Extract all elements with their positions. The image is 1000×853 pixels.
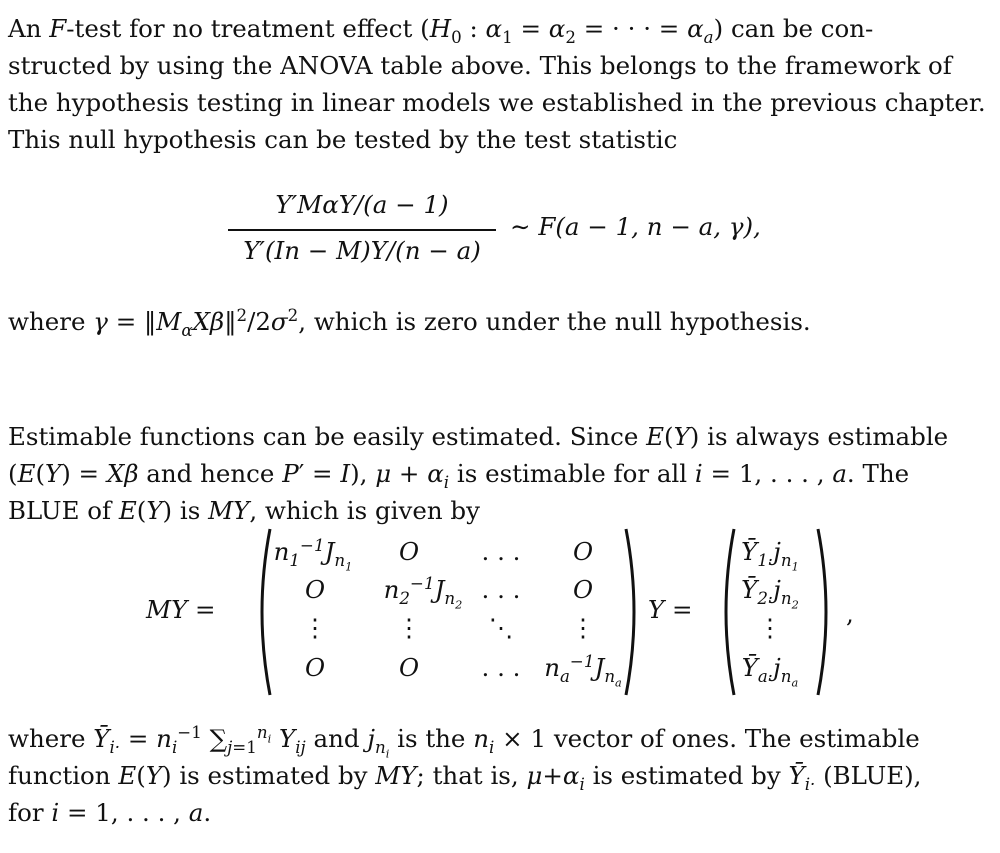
matrix-cell: $n_1^{-1}J_{n_1}$ — [273, 535, 353, 574]
paragraph-f-test: An F-test for no treatment effect ($H_0$ : $\alpha_1 = \alpha_2$ = · · · = $\alpha_a$) can be con- structed by using the ANOVA table above. This belongs to the framework of the hypothesis testing in linear models we established in the previous chapter. This null hypothesis can be tested by the test statistic — [8, 14, 986, 154]
matrix-cell: $n_a^{-1}J_{n_a}$ — [544, 651, 622, 690]
equation-lhs: MY = — [146, 595, 216, 624]
matrix-cell: O — [304, 653, 326, 682]
matrix-cell: $n_2^{-1}J_{n_2}$ — [383, 573, 463, 612]
fraction-bar — [228, 229, 496, 231]
matrix-cell: O — [572, 537, 594, 566]
right-paren — [622, 527, 644, 697]
matrix-cell: O — [398, 537, 420, 566]
matrix-cell: O — [304, 575, 326, 604]
paragraph-gamma: where $\gamma = ‖M_\alpha X\beta‖^2/2\sigma^2$, which is zero under the null hypothesis. — [8, 305, 811, 340]
matrix-cell: ⋱ — [488, 613, 514, 642]
vector-cell: $Ȳ_{1\cdot}j_{n_1}$ — [741, 537, 799, 574]
distribution: ∼ F(a − 1, n − a, γ), — [510, 212, 761, 241]
paragraph-conclusion: where $Ȳ_{i\cdot} = n_i^{-1}$ $\sum_{j=1}^{n_i}$ $Y_{ij}$ and $j_{n_i}$ is the $n_i \times 1$ vector of ones. The estimable function E(Y) is estimated by MY; that is, $\mu+\alpha_i$ is estimated by $Ȳ_{i\cdot}$ (BLUE), for i = 1, . . . , a. — [8, 722, 922, 827]
matrix-cell: O — [572, 575, 594, 604]
fraction-numerator: Y′MαY/(a − 1) — [275, 190, 449, 219]
equation-f-statistic — [8, 190, 992, 280]
matrix-cell: . . . — [481, 575, 521, 604]
matrix-cell: ⋮ — [396, 613, 422, 642]
matrix-cell: ⋮ — [302, 613, 328, 642]
vector-cell: $Ȳ_{2\cdot}j_{n_2}$ — [741, 575, 799, 612]
equation-blue-matrix — [8, 527, 992, 697]
equation-comma: , — [846, 599, 854, 628]
paragraph-estimable: Estimable functions can be easily estimated. Since E(Y) is always estimable (E(Y) = Xβ and hence P′ = I), $\mu + \alpha_i$ is estimable for all i = 1, . . . , a. The BLUE of E(Y) is MY, which is given by — [8, 422, 949, 525]
matrix-cell: . . . — [481, 653, 521, 682]
fraction-denominator: Y′(In − M)Y/(n − a) — [243, 236, 481, 265]
right-paren-vector — [814, 527, 836, 697]
vector-cell: $Ȳ_{a\cdot}j_{n_a}$ — [741, 653, 799, 690]
vector-cell: ⋮ — [757, 613, 783, 642]
matrix-cell: O — [398, 653, 420, 682]
matrix-cell: ⋮ — [570, 613, 596, 642]
matrix-cell: . . . — [481, 537, 521, 566]
equation-middle: Y = — [648, 595, 693, 624]
